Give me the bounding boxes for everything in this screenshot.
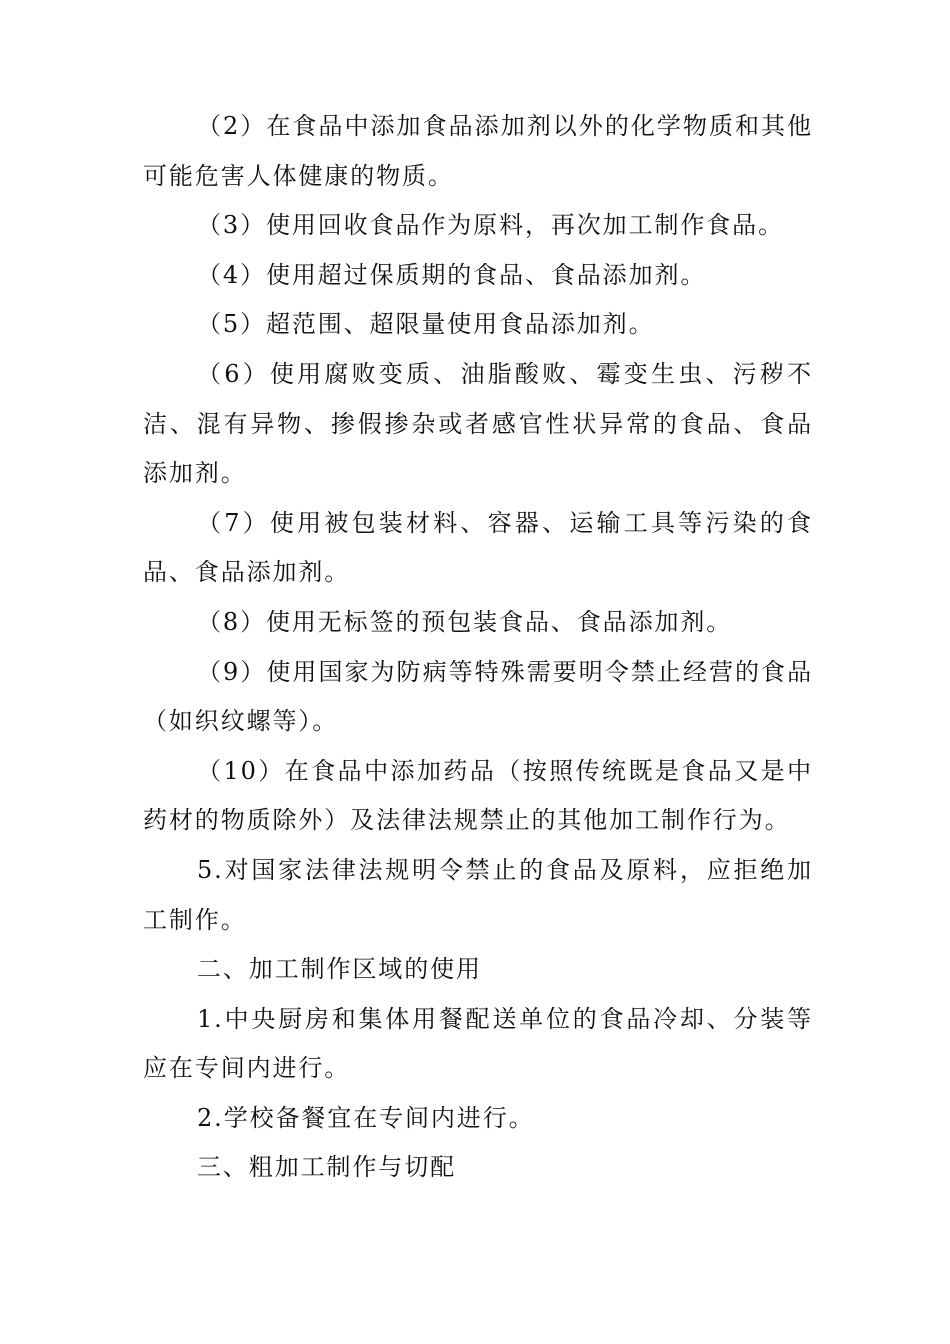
document-body (143, 102, 813, 1193)
paragraph-item-10: （10）在食品中添加药品（按照传统既是食品又是中药材的物质除外）及法律法规禁止的其他加工制作行为。 (143, 756, 813, 835)
paragraph-item-6: （6）使用腐败变质、油脂酸败、霉变生虫、污秽不洁、混有异物、掺假掺杂或者感官性状异常的食品、食品添加剂。 (143, 359, 813, 488)
section-heading-2: 二、加工制作区域的使用 (197, 955, 482, 984)
section-heading-3: 三、粗加工制作与切配 (197, 1153, 456, 1182)
paragraph-item-7: （7）使用被包装材料、容器、运输工具等污染的食品、食品添加剂。 (143, 508, 813, 587)
paragraph-area-1: 1.中央厨房和集体用餐配送单位的食品冷却、分装等应在专间内进行。 (143, 1004, 813, 1083)
paragraph-item-5: （5）超范围、超限量使用食品添加剂。 (197, 310, 655, 339)
paragraph-item-9: （9）使用国家为防病等特殊需要明令禁止经营的食品（如织纹螺等）。 (143, 657, 813, 736)
paragraph-area-2: 2.学校备餐宜在专间内进行。 (197, 1103, 535, 1132)
paragraph-item-8: （8）使用无标签的预包装食品、食品添加剂。 (197, 607, 733, 636)
paragraph-item-3: （3）使用回收食品作为原料，再次加工制作食品。 (197, 211, 784, 240)
paragraph-item-2: （2）在食品中添加食品添加剂以外的化学物质和其他可能危害人体健康的物质。 (143, 112, 813, 190)
paragraph-item-4: （4）使用超过保质期的食品、食品添加剂。 (197, 260, 707, 289)
paragraph-rule-5: 5.对国家法律法规明令禁止的食品及原料，应拒绝加工制作。 (143, 855, 813, 934)
